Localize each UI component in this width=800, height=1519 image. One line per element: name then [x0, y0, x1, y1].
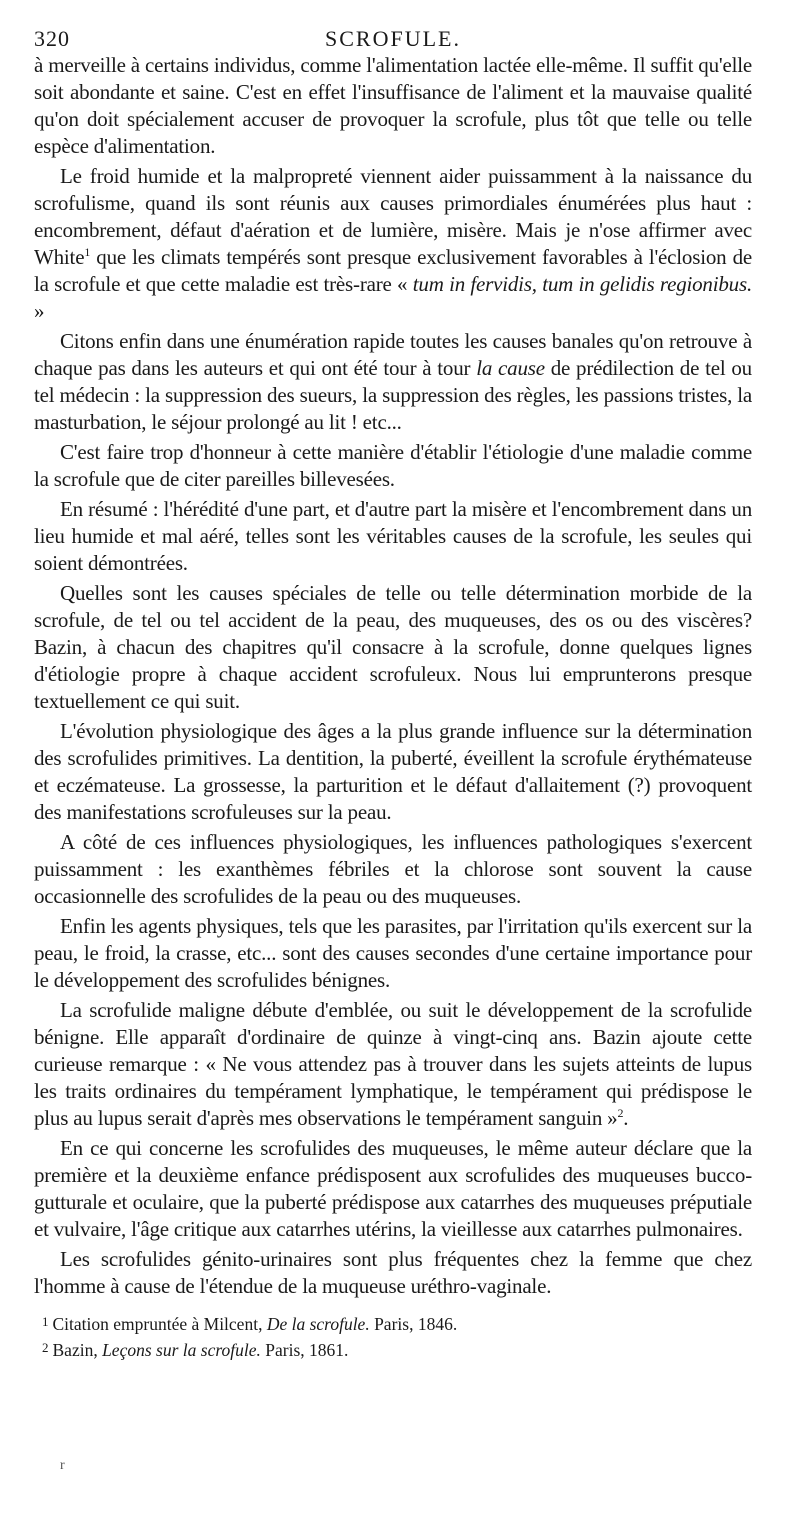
paragraph [34, 496, 752, 577]
footnote-text: Bazin, [52, 1340, 103, 1360]
body-text [34, 52, 752, 1300]
paragraph [34, 913, 752, 994]
paragraph [34, 328, 752, 436]
text-run: C'est faire trop d'honneur à cette manière d'établir l'étiologie d'une maladie comme la scrofule que de citer pareilles billevesées. [34, 440, 752, 491]
text-run: . [623, 1106, 629, 1130]
footnote-ref: 2 [617, 1106, 624, 1120]
italic-text: tum in fervidis, tum in gelidis regionibus. [412, 272, 752, 296]
text-run: A côté de ces influences physiologiques, les influences pathologiques s'exercent puissamment : les exanthèmes fébriles et la chlorose sont souvent la cause occasionnelle des scrofulides de la peau ou des muqueuses. [34, 830, 752, 908]
text-run: En ce qui concerne les scrofulides des muqueuses, le même auteur déclare que la première et la deuxième enfance prédisposent aux scrofulides des muqueuses bucco-gutturale et oculaire, que la puberté prédispose aux catarrhes des muqueuses préputiale et vulvaire, l'âge critique aux catarrhes utérins, la vieillesse aux catarrhes pulmonaires. [34, 1136, 752, 1241]
footnote-mark: 2 [42, 1340, 49, 1355]
text-run: En résumé : l'hérédité d'une part, et d'autre part la misère et l'encombrement dans un lieu humide et mal aéré, telles sont les véritables causes de la scrofule, les seules qui soient démontrées. [34, 497, 752, 575]
text-run: Le froid humide et la malpropreté viennent aider puissamment à la naissance du scrofulisme, quand ils sont réunis aux causes primordiales énumérées plus haut : encombrement, défaut d'aération et de lumière, misère. Mais je n'ose affirmer avec White [34, 164, 752, 269]
page-number: 320 [34, 26, 70, 51]
running-title: SCROFULE. [325, 26, 461, 51]
footnote-text: Citation empruntée à Milcent, [52, 1314, 267, 1334]
paragraph [34, 718, 752, 826]
paragraph [34, 997, 752, 1132]
paragraph [34, 580, 752, 715]
footnote-title: Leçons sur la scrofule. [102, 1340, 261, 1360]
footnotes [34, 1310, 752, 1362]
footnote-mark: 1 [42, 1314, 49, 1329]
text-run: » [34, 299, 45, 323]
text-run: de prédilection de tel ou tel médecin : la suppression des sueurs, la suppression des règles, les passions tristes, la masturbation, le séjour prolongé au lit ! etc... [34, 356, 752, 434]
text-run: Enfin les agents physiques, tels que les parasites, par l'irritation qu'ils exercent sur la peau, le froid, la crasse, etc... sont des causes secondes d'une certaine importance pour le développement des scrofulides bénignes. [34, 914, 752, 992]
text-run: Quelles sont les causes spéciales de telle ou telle détermination morbide de la scrofule, de tel ou tel accident de la peau, des muqueuses, des os ou des viscères? Bazin, à chacun des chapitres qu'il consacre à la scrofule, donne quelques lignes d'étiologie propre à chaque accident scrofuleux. Nous lui emprunterons presque textuellement ce qui suit. [34, 581, 752, 713]
text-run: L'évolution physiologique des âges a la plus grande influence sur la détermination des scrofulides primitives. La dentition, la puberté, éveillent la scrofule érythémateuse et eczémateuse. La grossesse, la parturition et le défaut d'allaitement (?) provoquent des manifestations scrofuleuses sur la peau. [34, 719, 752, 824]
footnote-text: Paris, 1861. [260, 1340, 349, 1360]
text-run: Les scrofulides génito-urinaires sont plus fréquentes chez la femme que chez l'homme à cause de l'étendue de la muqueuse uréthro-vaginale. [34, 1247, 752, 1298]
footnote-ref: 1 [84, 245, 91, 259]
stray-mark: r [60, 1458, 65, 1473]
text-run: à merveille à certains individus, comme l'alimentation lactée elle-même. Il suffit qu'elle soit abondante et saine. C'est en effet l'insuffisance de l'aliment et la mauvaise qualité qu'on doit spécialement accuser de provoquer la scrofule, plus tôt que telle ou telle espèce d'alimentation. [34, 53, 752, 158]
paragraph [34, 1135, 752, 1243]
paragraph [34, 1246, 752, 1300]
paragraph [34, 163, 752, 325]
text-run: que les climats tempérés sont presque exclusivement favorables à l'éclosion de la scrofule et que cette maladie est très-rare « [34, 245, 752, 296]
paragraph [34, 52, 752, 160]
running-head [34, 18, 752, 52]
italic-text: la cause [476, 356, 545, 380]
paragraph [34, 439, 752, 493]
text-run: Citons enfin dans une énumération rapide toutes les causes banales qu'on retrouve à chaque pas dans les auteurs et qui ont été tour à tour [34, 329, 752, 380]
footnote-title: De la scrofule. [266, 1314, 370, 1334]
footnote-text: Paris, 1846. [369, 1314, 458, 1334]
text-run: La scrofulide maligne débute d'emblée, ou suit le développement de la scrofulide bénigne. Elle apparaît d'ordinaire de quinze à vingt-cinq ans. Bazin ajoute cette curieuse remarque : « Ne vous attendez pas à trouver dans les sujets atteints de lupus les traits ordinaires du tempérament lymphatique, le tempérament qui prédispose le plus au lupus serait d'après mes observations le tempérament sanguin » [34, 998, 752, 1130]
footnote [34, 1336, 752, 1362]
paragraph [34, 829, 752, 910]
footnote [34, 1310, 752, 1336]
